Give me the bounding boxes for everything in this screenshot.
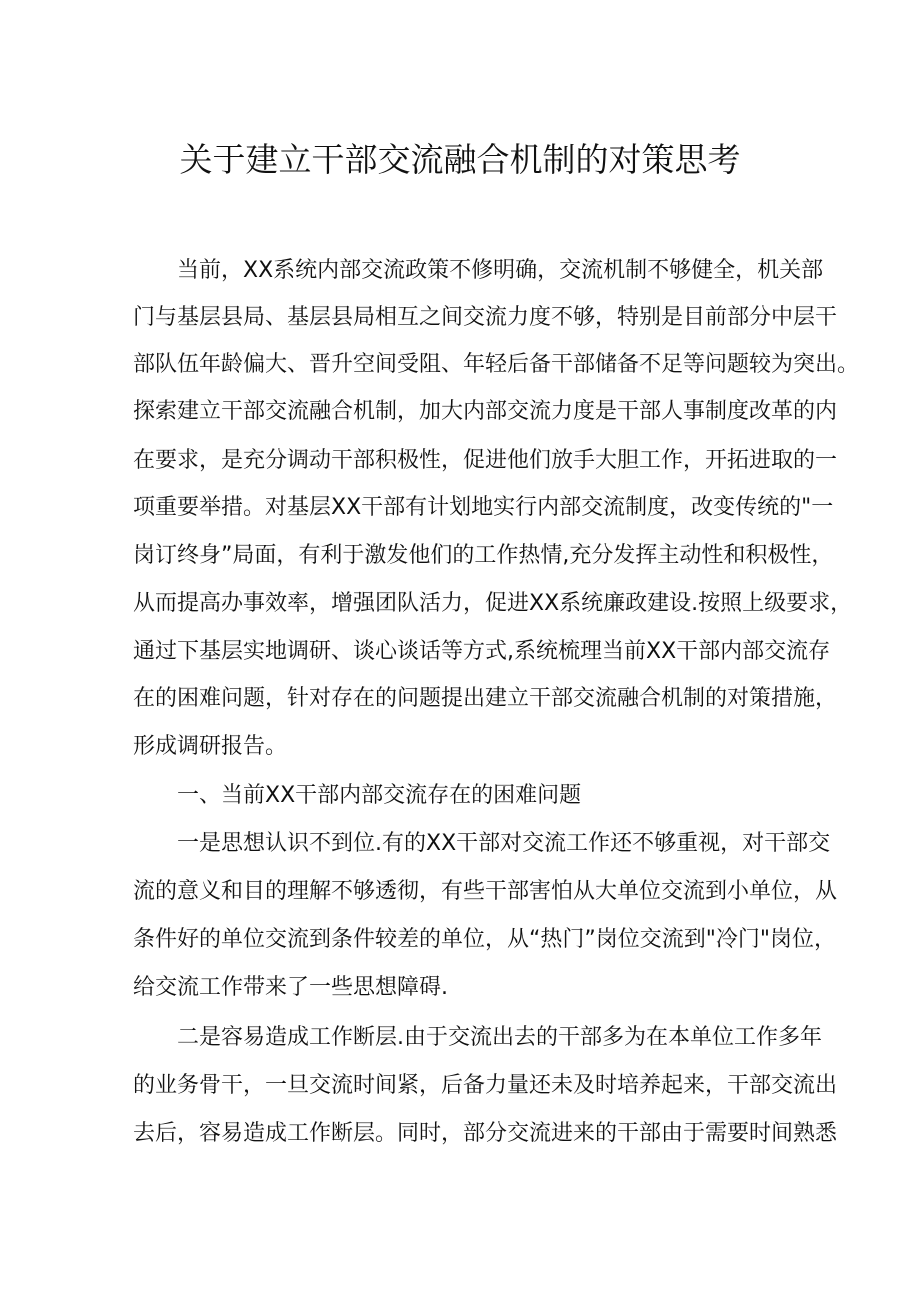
paragraph-2-line-2: 流的意义和目的理解不够透彻，有些干部害怕从大单位交流到小单位，从 <box>133 879 838 904</box>
paragraph-1-line-7: 岗订终身”局面，有利于激发他们的工作热情,充分发挥主动性和积极性， <box>133 543 834 568</box>
paragraph-2-line-1: 一是思想认识不到位.有的XX干部对交流工作还不够重视，对干部交 <box>177 831 831 856</box>
paragraph-1-line-9: 通过下基层实地调研、谈心谈话等方式,系统梳理当前XX干部内部交流存 <box>133 639 831 664</box>
paragraph-3-line-1: 二是容易造成工作断层.由于交流出去的干部多为在本单位工作多年 <box>177 1025 822 1050</box>
paragraph-1-line-5: 在要求，是充分调动干部积极性，促进他们放手大胆工作，开拓进取的一 <box>133 448 838 473</box>
paragraph-1-line-11: 形成调研报告。 <box>133 734 288 759</box>
document-title: 关于建立干部交流融合机制的对策思考 <box>179 140 741 179</box>
paragraph-2-line-3: 条件好的单位交流到条件较差的单位，从“热门”岗位交流到"冷门"岗位， <box>133 927 837 952</box>
paragraph-1-line-10: 在的困难问题，针对存在的问题提出建立干部交流融合机制的对策措施， <box>133 686 838 711</box>
paragraph-1-line-6: 项重要举措。对基层XX干部有计划地实行内部交流制度，改变传统的"一 <box>133 495 834 520</box>
paragraph-1-line-4: 探索建立干部交流融合机制，加大内部交流力度是干部人事制度改革的内 <box>133 399 838 424</box>
section-1-heading: 一、当前XX干部内部交流存在的困难问题 <box>177 783 582 808</box>
paragraph-2-line-4: 给交流工作带来了一些思想障碍. <box>133 975 448 1000</box>
paragraph-1-line-1: 当前，XX系统内部交流政策不修明确，交流机制不够健全，机关部 <box>177 258 824 283</box>
paragraph-1-line-8: 从而提高办事效率，增强团队活力，促进XX系统廉政建设.按照上级要求， <box>133 591 853 616</box>
paragraph-1-line-2: 门与基层县局、基层县局相互之间交流力度不够，特别是目前部分中层干 <box>133 305 838 330</box>
paragraph-1-line-3: 部队伍年龄偏大、晋升空间受阻、年轻后备干部储备不足等问题较为突出。 <box>133 352 860 377</box>
paragraph-3-line-2: 的业务骨干，一旦交流时间紧，后备力量还未及时培养起来，干部交流出 <box>133 1073 838 1098</box>
paragraph-3-line-3: 去后，容易造成工作断层。同时，部分交流进来的干部由于需要时间熟悉 <box>133 1121 838 1146</box>
